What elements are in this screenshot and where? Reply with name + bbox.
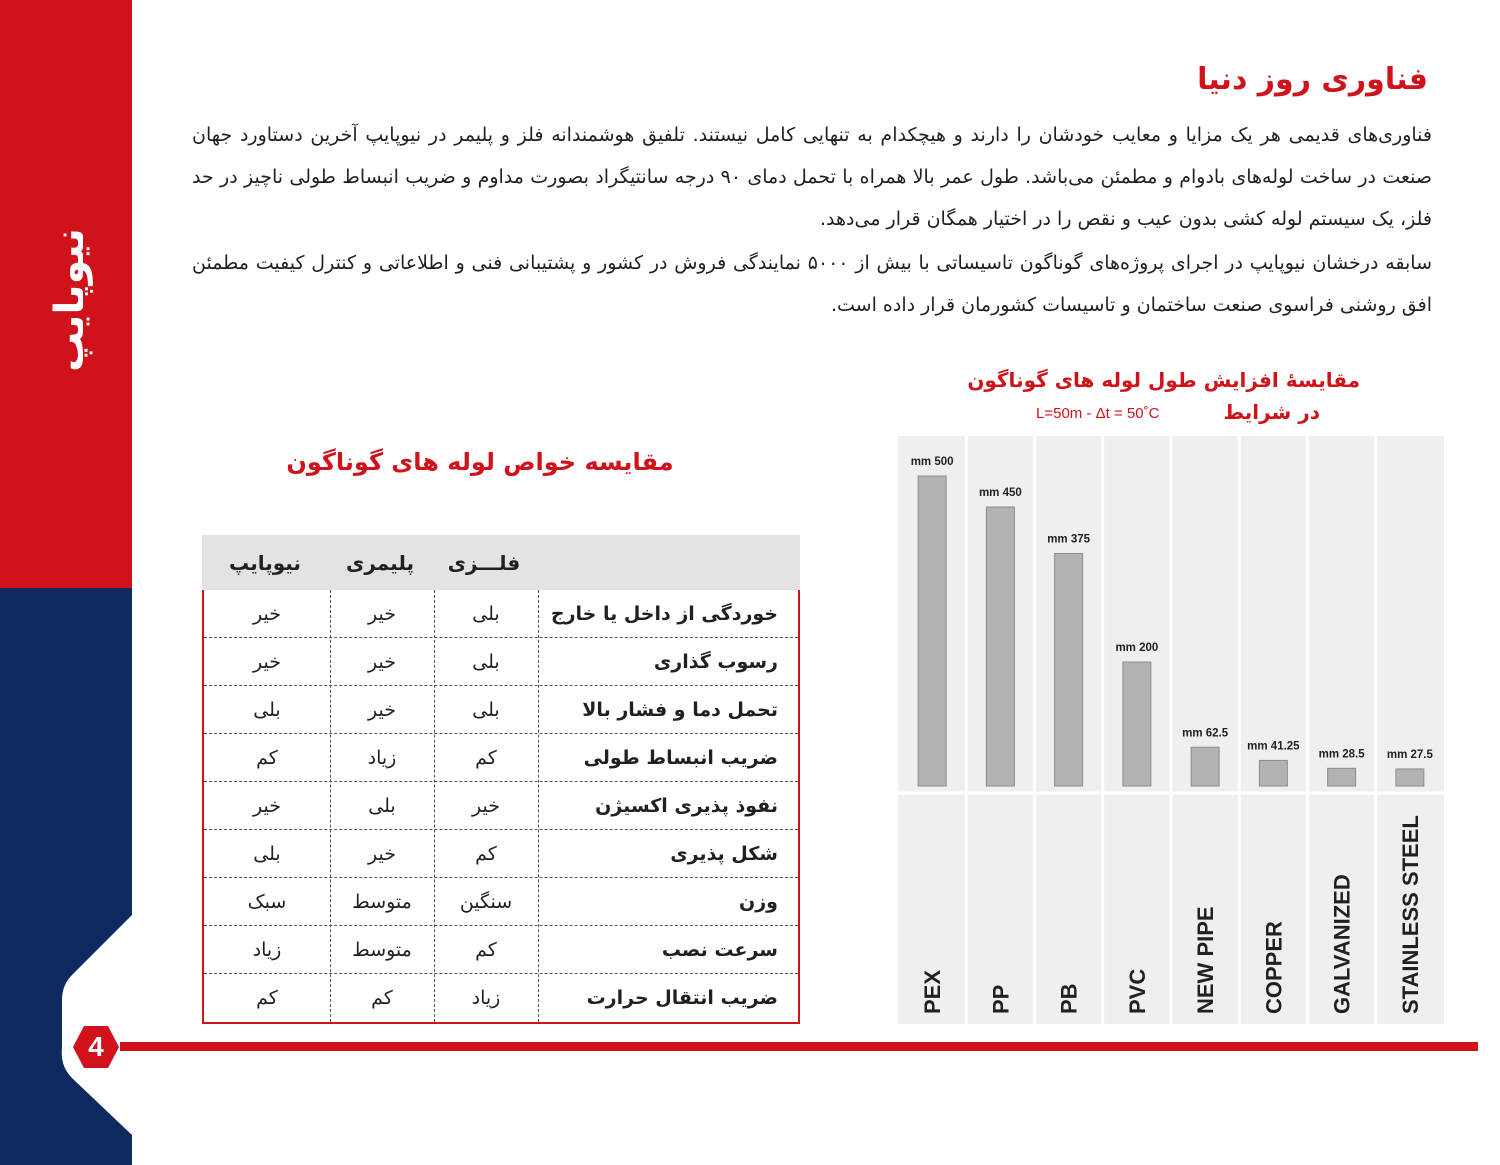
table-row xyxy=(204,638,798,686)
bar xyxy=(1123,662,1151,786)
comparison-table xyxy=(202,590,800,1024)
article-paragraph-1: فناوری‌های قدیمی هر یک مزایا و معایب خودشان را دارند و هیچکدام به تنهایی کامل نیستند. تلفیق هوشمندانه فلز و پلیمر در نیوپایپ آخرین دستاورد جهان صنعت در ساخت لوله‌های بادوام و مطمئن می‌باشد. طول عمر بالا همراه با تحمل دمای ۹۰ درجه سانتیگراد بصورت مداوم و ضریب انبساط طولی ناچیز در حد فلز، یک سیستم لوله کشی بدون عیب و نقص را در اختیار همگان قرار می‌دهد. xyxy=(192,124,1433,230)
category-label: PVC xyxy=(1124,968,1150,1014)
cell-newpipe: خیر xyxy=(253,650,281,673)
cell-newpipe: کم xyxy=(256,986,278,1009)
bar xyxy=(1191,747,1219,786)
table-title: مقایسه خواص لوله های گوناگون xyxy=(286,448,674,476)
page-number-badge xyxy=(72,1025,120,1069)
bar xyxy=(986,507,1014,786)
cell-polymer: کم xyxy=(371,986,393,1009)
cell-newpipe: خیر xyxy=(253,602,281,625)
table-row xyxy=(204,974,798,1021)
sidebar-notch xyxy=(0,0,140,1165)
bar xyxy=(1396,769,1424,786)
cell-metal: بلی xyxy=(472,650,500,673)
pipe-expansion-chart xyxy=(898,436,1444,1024)
cell-metal: کم xyxy=(475,938,497,961)
article-paragraph-2: سابقه درخشان نیوپایپ در اجرای پروژه‌های گوناگون تاسیساتی با بیش از ۵۰۰۰ نمایندگی فروش در کشور و پشتیبانی فنی و اطلاعاتی و کنترل کیفیت مطمئن افق روشنی فراسوی صنعت ساختمان و تاسیسات کشورمان قرار داده است. xyxy=(192,252,1432,316)
brand-logo: نیوپایپ xyxy=(47,228,94,372)
header-newpipe: نیوپایپ xyxy=(229,550,301,575)
table-header xyxy=(202,535,800,590)
table-row xyxy=(204,926,798,974)
cell-property: تحمل دما و فشار بالا xyxy=(582,698,778,721)
table-row xyxy=(204,590,798,638)
cell-polymer: خیر xyxy=(368,842,396,865)
chart-subtitle: در شرایط xyxy=(1223,400,1320,424)
cell-polymer: زیاد xyxy=(367,746,397,769)
cell-metal: سنگین xyxy=(459,890,513,913)
data-label: mm 375 xyxy=(1047,533,1091,546)
cell-newpipe: سبک xyxy=(247,890,287,913)
cell-property: نفوذ پذیری اکسیژن xyxy=(595,794,778,817)
cell-newpipe: بلی xyxy=(253,698,281,721)
cell-newpipe: بلی xyxy=(253,842,281,865)
data-label: mm 27.5 xyxy=(1386,748,1433,761)
cell-metal: کم xyxy=(475,746,497,769)
cell-newpipe: کم xyxy=(256,746,278,769)
data-label: mm 500 xyxy=(910,456,954,468)
bar xyxy=(1328,768,1356,786)
table-row xyxy=(204,878,798,926)
category-label: GALVANIZED xyxy=(1329,874,1355,1014)
cell-metal: کم xyxy=(475,842,497,865)
chart-condition: L=50m - Δt = 50˚C xyxy=(1036,405,1160,422)
header-polymer: پلیمری xyxy=(345,550,415,575)
cell-metal: بلی xyxy=(472,602,500,625)
chart-title: مقایسهٔ افزایش طول لوله های گوناگون xyxy=(967,368,1360,392)
sidebar xyxy=(0,0,132,1165)
cell-newpipe: زیاد xyxy=(252,938,282,961)
table-row xyxy=(204,782,798,830)
page-number: 4 xyxy=(88,1031,104,1062)
data-label: mm 200 xyxy=(1115,642,1159,654)
cell-newpipe: خیر xyxy=(253,794,281,817)
cell-metal: زیاد xyxy=(471,986,501,1009)
cell-polymer: خیر xyxy=(368,602,396,625)
data-label: mm 450 xyxy=(978,487,1022,499)
cell-property: وزن xyxy=(739,890,778,913)
cell-metal: خیر xyxy=(472,794,500,817)
category-label: NEW PIPE xyxy=(1193,906,1219,1014)
cell-property: رسوب گذاری xyxy=(653,650,778,673)
bar xyxy=(1055,554,1083,787)
data-label: mm 41.25 xyxy=(1247,740,1300,753)
footer-rule xyxy=(120,1042,1478,1051)
data-label: mm 62.5 xyxy=(1182,727,1229,740)
header-metal: فلـــزی xyxy=(447,550,521,575)
table-row xyxy=(204,830,798,878)
cell-property: خوردگی از داخل یا خارج xyxy=(550,602,778,625)
cell-polymer: خیر xyxy=(368,698,396,721)
cell-polymer: بلی xyxy=(368,794,396,817)
category-label: PEX xyxy=(920,969,946,1014)
cell-property: ضریب انتقال حرارت xyxy=(586,986,778,1009)
table-row xyxy=(204,734,798,782)
cell-property: سرعت نصب xyxy=(661,938,778,961)
cell-polymer: متوسط xyxy=(352,890,412,913)
cell-property: شکل پذیری xyxy=(670,842,778,865)
bar xyxy=(1259,760,1287,786)
category-label: COPPER xyxy=(1261,921,1287,1014)
table-row xyxy=(204,686,798,734)
article-heading: فناوری روز دنیا xyxy=(1197,62,1428,97)
category-label: STAINLESS STEEL xyxy=(1397,815,1423,1014)
bar xyxy=(918,476,946,786)
category-label: PP xyxy=(988,984,1014,1014)
category-label: PB xyxy=(1056,983,1082,1014)
cell-metal: بلی xyxy=(472,698,500,721)
cell-polymer: متوسط xyxy=(352,938,412,961)
data-label: mm 28.5 xyxy=(1318,748,1365,761)
cell-polymer: خیر xyxy=(368,650,396,673)
cell-property: ضریب انبساط طولی xyxy=(583,746,778,769)
